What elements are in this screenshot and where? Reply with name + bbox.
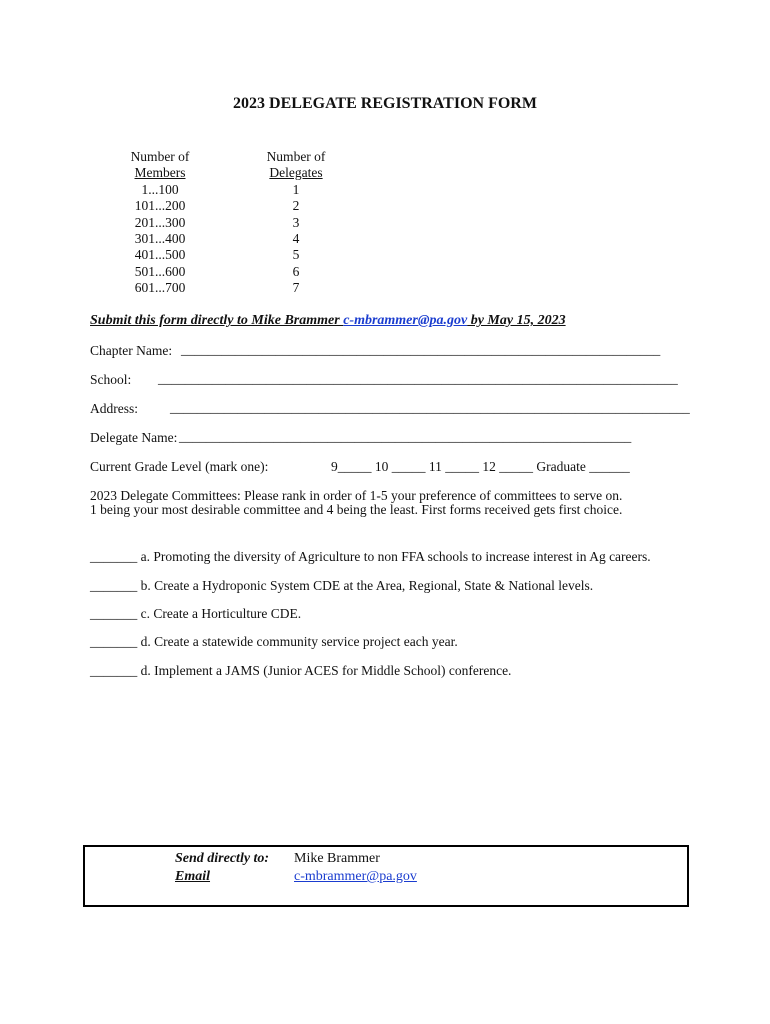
members-range: 101...200: [134, 198, 186, 214]
grade-level-label: Current Grade Level (mark one):: [90, 459, 269, 474]
committee-item-text: c. Create a Horticulture CDE.: [140, 606, 302, 621]
delegate-name-field[interactable]: ___________________________________________________________________: [179, 429, 632, 444]
delegates-header-line1: Number of: [266, 149, 326, 164]
committee-rank-blank[interactable]: _______: [90, 634, 138, 649]
delegates-count: 7: [292, 280, 300, 296]
committee-rank-blank[interactable]: _______: [90, 663, 138, 678]
members-range: 601...700: [134, 280, 186, 296]
delegates-count: 2: [292, 198, 300, 214]
send-directly-label: Send directly to:: [175, 851, 270, 866]
committees-intro-line1: 2023 Delegate Committees: Please rank in order of 1-5 your preference of committees to serve on.: [90, 488, 623, 503]
committee-rank-blank[interactable]: _______: [90, 578, 138, 593]
email-label: Email: [175, 869, 211, 884]
delegates-count: 5: [292, 247, 300, 263]
members-range: 501...600: [134, 263, 186, 279]
committees-intro-line2: 1 being your most desirable committee and 4 being the least. First forms received gets first choice.: [90, 502, 623, 517]
committee-item: [90, 663, 511, 679]
delegate-name-label: Delegate Name:: [90, 430, 178, 445]
delegates-count: 6: [292, 263, 300, 279]
contact-email-link[interactable]: c-mbrammer@pa.gov: [294, 869, 417, 884]
members-range: 301...400: [134, 231, 186, 247]
address-field[interactable]: _____________________________________________________________________________: [170, 400, 690, 415]
submit-email-link[interactable]: c-mbrammer@pa.gov: [343, 313, 468, 328]
committee-item: [90, 549, 651, 565]
chapter-name-field[interactable]: _______________________________________________________________________: [181, 342, 661, 357]
submit-instruction: [90, 313, 566, 329]
committee-item: [90, 606, 301, 622]
delegates-count: 3: [292, 214, 300, 230]
members-column: [122, 149, 198, 297]
committee-item-text: a. Promoting the diversity of Agriculture to non FFA schools to increase interest in Ag careers.: [140, 549, 651, 564]
committee-item-text: d. Create a statewide community service project each year.: [140, 634, 458, 649]
members-range: 401...500: [134, 247, 186, 263]
committee-rank-blank[interactable]: _______: [90, 549, 138, 564]
grade-level-options[interactable]: 9_____ 10 _____ 11 _____ 12 _____ Graduate ______: [331, 459, 630, 474]
delegates-column: [258, 149, 334, 297]
committee-rank-blank[interactable]: _______: [90, 606, 138, 621]
delegates-count: 4: [292, 231, 300, 247]
members-range: 201...300: [134, 214, 186, 230]
committee-item-text: b. Create a Hydroponic System CDE at the Area, Regional, State & National levels.: [140, 578, 594, 593]
delegates-header-line2: Delegates: [269, 165, 323, 181]
send-directly-box: [83, 845, 689, 907]
members-header-line1: Number of: [130, 149, 190, 164]
chapter-name-label: Chapter Name:: [90, 343, 173, 358]
delegates-count: 1: [292, 181, 300, 197]
submit-prefix: Submit this form directly to Mike Brammer: [90, 313, 344, 328]
school-label: School:: [90, 372, 132, 387]
members-header-line2: Members: [134, 165, 186, 181]
committee-item: [90, 634, 458, 650]
committee-item-text: d. Implement a JAMS (Junior ACES for Middle School) conference.: [140, 663, 512, 678]
school-field[interactable]: _____________________________________________________________________________: [158, 371, 678, 386]
members-range: 1...100: [141, 181, 179, 197]
form-title: 2023 DELEGATE REGISTRATION FORM: [233, 95, 537, 112]
committee-item: [90, 578, 593, 594]
address-label: Address:: [90, 401, 138, 416]
contact-name: Mike Brammer: [294, 851, 380, 866]
submit-deadline: by May 15, 2023: [467, 313, 566, 328]
